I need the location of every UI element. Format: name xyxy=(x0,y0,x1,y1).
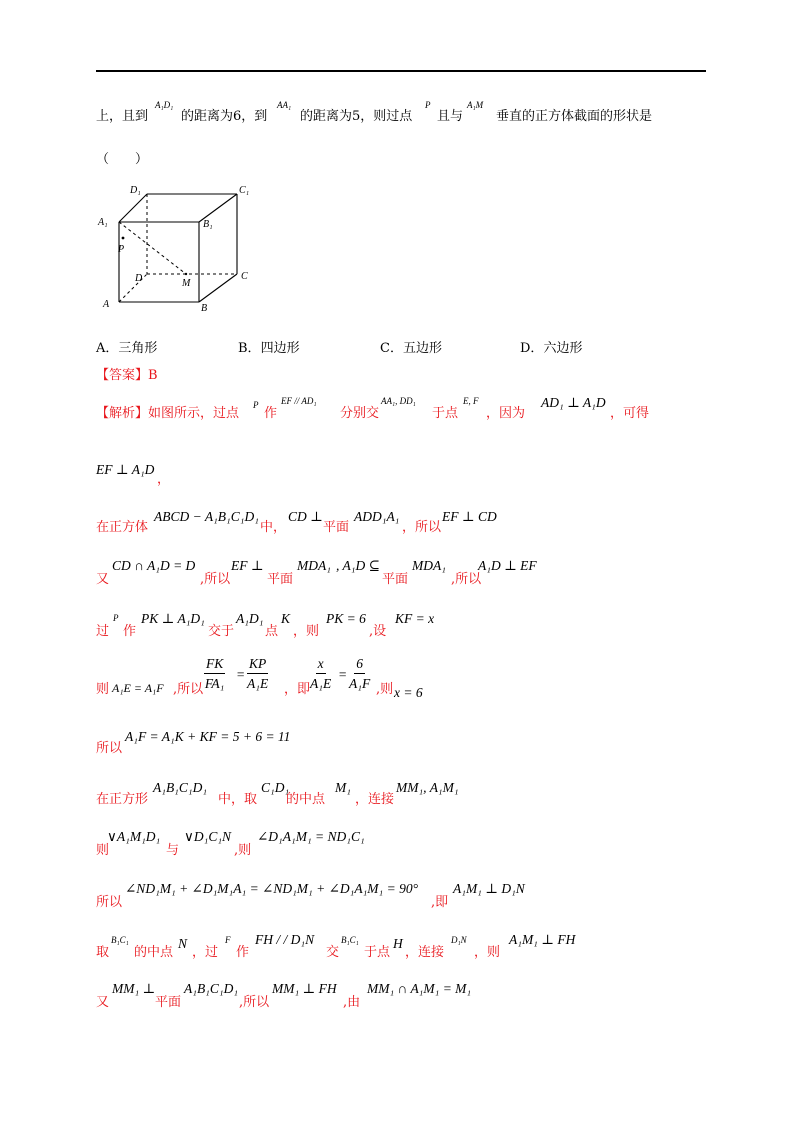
sol-l11-t2: 的中点 xyxy=(134,945,174,960)
sol-l1-label: 【解析】如图所示，过点 xyxy=(96,406,240,421)
sol-l9-m3: ∠D₁A₁M₁ = ND₁C₁ xyxy=(257,829,365,844)
sol-l4-m2: EF ⊥ xyxy=(231,558,264,573)
segment-a1m xyxy=(119,222,186,274)
sol-l10-t2: ,即 xyxy=(431,895,449,910)
sol-l6-t4: ,则 xyxy=(376,682,394,697)
sol-l5-t2: 作 xyxy=(123,624,137,639)
sol-l4-m3: MDA₁ xyxy=(297,558,331,573)
option-c: C．五边形 xyxy=(380,341,442,356)
sol-l1-t3: 于点 xyxy=(432,406,459,421)
sol-l1-t4: ，因为 xyxy=(486,406,526,421)
sol-l3-m2: CD ⊥ xyxy=(288,509,323,524)
sol-l12-m4: MM₁ ∩ A₁M₁ = M₁ xyxy=(367,981,472,996)
sol-l4-m6: A₁D ⊥ EF xyxy=(478,558,537,573)
sol-l5-m6: KF = x xyxy=(395,611,435,626)
sol-l8-m1: A₁B₁C₁D₁ xyxy=(153,780,208,795)
sol-l11-m3: F xyxy=(225,935,231,945)
edge-ad-hidden xyxy=(119,274,147,302)
q-math-2: AA₁ xyxy=(277,100,292,110)
sol-l1-m1: P xyxy=(253,400,259,410)
sol-l1-t1: 作 xyxy=(264,406,278,421)
sol-l11-m1: B₁C₁ xyxy=(111,935,129,945)
sol-l12-t3: ,所以 xyxy=(239,995,270,1010)
sol-l6-eq2: = xyxy=(338,667,348,682)
sol-l11-t7: ，连接 xyxy=(405,945,445,960)
answer-line: 【答案】B xyxy=(96,368,158,383)
sol-l8-t3: 的中点 xyxy=(286,792,326,807)
q-math-3: P xyxy=(425,100,431,110)
sol-l12-m2: A₁B₁C₁D₁ xyxy=(184,981,239,996)
sol-l6-t2: ,所以 xyxy=(173,682,204,697)
sol-l11-t8: ，则 xyxy=(474,945,501,960)
sol-l11-m2: N xyxy=(178,936,188,951)
label-p: P xyxy=(118,244,125,255)
label-c: C xyxy=(241,271,248,282)
sol-l1-m5: AD₁ ⊥ A₁D xyxy=(541,395,606,410)
q-math-4: A₁M xyxy=(467,100,484,110)
sol-l9-t1: 则 xyxy=(96,843,110,858)
option-b: B．四边形 xyxy=(238,341,300,356)
sol-l8-m4: MM₁, A₁M₁ xyxy=(396,780,459,795)
sol-l5-m1: P xyxy=(113,613,119,623)
sol-l6-t3: ，即 xyxy=(284,682,311,697)
sol-l2-t1: ， xyxy=(157,472,171,487)
sol-l6-eq1: = xyxy=(236,667,246,682)
sol-l7-m1: A₁F = A₁K + KF = 5 + 6 = 11 xyxy=(125,729,291,744)
sol-l11-m4: FH / / D₁N xyxy=(255,932,315,947)
sol-l3-m4: EF ⊥ CD xyxy=(442,509,497,524)
label-c1: C₁ xyxy=(239,185,250,196)
sol-l2-m1: EF ⊥ A₁D xyxy=(96,462,155,477)
sol-l8-t2: 中，取 xyxy=(218,792,258,807)
sol-l12-m3: MM₁ ⊥ FH xyxy=(272,981,337,996)
sol-l8-m3: M₁ xyxy=(335,780,351,795)
sol-l1-m2: EF // AD₁ xyxy=(281,396,317,406)
answer-paren: （ ） xyxy=(96,152,149,167)
sol-l6-t1: 则 xyxy=(96,682,110,697)
label-d1: D₁ xyxy=(130,185,141,196)
sol-l3-m3: ADD₁A₁ xyxy=(354,509,400,524)
header-rule xyxy=(96,70,706,72)
sol-l4-m4: , A₁D ⊆ xyxy=(336,558,380,573)
sol-l5-m2: PK ⊥ A₁D₁ xyxy=(141,611,205,626)
sol-l5-t5: ，则 xyxy=(293,624,320,639)
sol-l4-t3: 平面 xyxy=(267,572,294,587)
sol-l10-t1: 所以 xyxy=(96,895,123,910)
label-b: B xyxy=(201,303,208,314)
frac-fk-fa1: $\frac{FK}{\text{FA₁}}$ xyxy=(204,656,225,691)
edge-a1d1 xyxy=(119,194,147,222)
sol-l5-t1: 过 xyxy=(96,624,110,639)
label-b1: B₁ xyxy=(203,219,213,230)
sol-l1-t5: ，可得 xyxy=(610,406,650,421)
sol-l11-t4: 作 xyxy=(236,945,250,960)
sol-l1-m3: AA₁, DD₁ xyxy=(381,396,416,406)
sol-l3-m1: ABCD − A₁B₁C₁D₁ xyxy=(154,509,259,524)
q-math-1: A₁D₁ xyxy=(155,100,174,110)
sol-l4-t4: 平面 xyxy=(382,572,409,587)
sol-l4-m5: MDA₁ xyxy=(412,558,446,573)
sol-l10-m1: ∠ND₁M₁ + ∠D₁M₁A₁ = ∠ND₁M₁ + ∠D₁A₁M₁ = 90° xyxy=(125,881,418,896)
point-m xyxy=(185,273,187,275)
sol-l8-t1: 在正方形 xyxy=(96,792,149,807)
sol-l9-m1: ∨A₁M₁D₁ xyxy=(107,829,161,844)
point-p xyxy=(122,237,125,240)
sol-l11-m5: B₁C₁ xyxy=(341,935,359,945)
sol-l3-t4: ，所以 xyxy=(402,520,442,535)
label-a1: A₁ xyxy=(98,217,108,228)
sol-l5-m3: A₁D₁ xyxy=(236,611,264,626)
sol-l6-m1: A₁E = A₁F xyxy=(112,681,164,695)
sol-l11-m7: D₁N xyxy=(451,935,467,945)
sol-l12-m1: MM₁ ⊥ xyxy=(112,981,156,996)
q-text-4: 且与 xyxy=(437,109,464,124)
sol-l11-t6: 于点 xyxy=(364,945,391,960)
sol-l5-m5: PK = 6 xyxy=(326,611,366,626)
option-a: A．三角形 xyxy=(96,341,158,356)
sol-l11-t3: ，过 xyxy=(192,945,219,960)
label-m: M xyxy=(182,278,191,289)
option-d: D．六边形 xyxy=(520,341,583,356)
sol-l5-t4: 点 xyxy=(265,624,279,639)
q-text-2: 的距离为6，到 xyxy=(181,109,268,124)
edge-bc xyxy=(199,274,237,302)
sol-l8-t4: ，连接 xyxy=(355,792,395,807)
sol-l12-t2: 平面 xyxy=(155,995,182,1010)
q-text-1: 上，且到 xyxy=(96,109,149,124)
sol-l8-m2: C₁D₁ xyxy=(261,780,290,795)
sol-l4-t1: 又 xyxy=(96,572,110,587)
sol-l9-t2: 与 xyxy=(166,843,180,858)
sol-l3-t2: 中， xyxy=(260,520,287,535)
sol-l11-t1: 取 xyxy=(96,945,110,960)
label-a: A xyxy=(103,299,110,310)
sol-l10-m2: A₁M₁ ⊥ D₁N xyxy=(453,881,525,896)
sol-l3-t3: 平面 xyxy=(323,520,350,535)
sol-l4-t5: ,所以 xyxy=(451,572,482,587)
q-text-3: 的距离为5，则过点 xyxy=(300,109,413,124)
sol-l9-t3: ,则 xyxy=(234,843,252,858)
sol-l1-t2: 分别交 xyxy=(340,406,380,421)
frac-x-a1e: $\frac{x}{\text{A₁E}}$ xyxy=(310,656,332,691)
sol-l6-m2: x = 6 xyxy=(394,685,423,700)
sol-l5-t6: ,设 xyxy=(369,624,387,639)
sol-l12-t1: 又 xyxy=(96,995,110,1010)
sol-l11-t5: 交 xyxy=(326,945,340,960)
label-d: D xyxy=(135,273,143,284)
sol-l11-m8: A₁M₁ ⊥ FH xyxy=(509,932,576,947)
frac-kp-a1e: $\frac{KP}{\text{A₁E}}$ xyxy=(247,656,269,691)
sol-l9-m2: ∨D₁C₁N xyxy=(184,829,232,844)
sol-l1-m4: E, F xyxy=(463,396,479,406)
sol-l7-t1: 所以 xyxy=(96,741,123,756)
q-text-5: 垂直的正方体截面的形状是 xyxy=(496,109,653,124)
sol-l11-m6: H xyxy=(393,936,403,951)
sol-l4-m1: CD ∩ A₁D = D xyxy=(112,558,196,573)
sol-l5-m4: K xyxy=(281,611,291,626)
edge-b1c1 xyxy=(199,194,237,222)
sol-l4-t2: ,所以 xyxy=(200,572,231,587)
frac-6-a1f: $\frac{6}{\text{A₁F}}$ xyxy=(349,656,371,691)
sol-l5-t3: 交于 xyxy=(208,624,235,639)
sol-l3-t1: 在正方体 xyxy=(96,520,149,535)
cube-figure xyxy=(92,180,262,320)
sol-l12-t4: ,由 xyxy=(343,995,361,1010)
